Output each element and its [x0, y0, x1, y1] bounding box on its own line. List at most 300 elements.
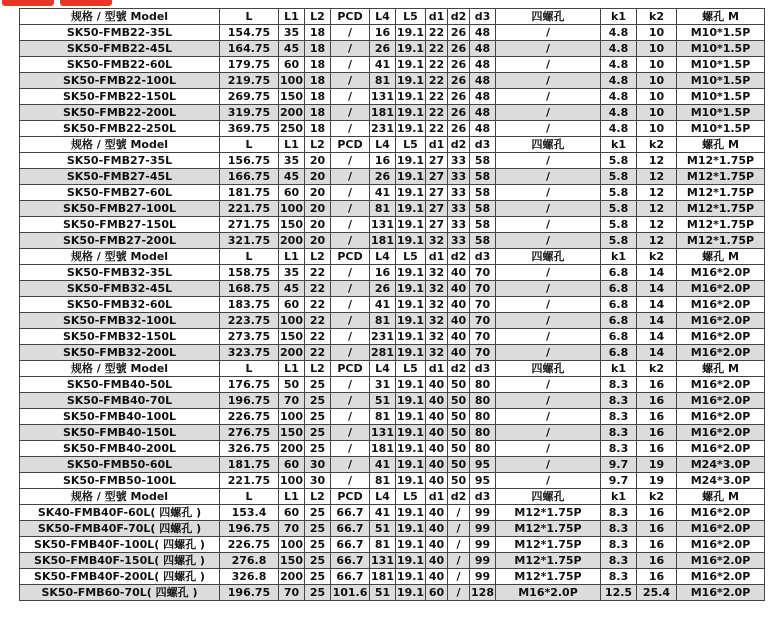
value-cell: 26: [448, 57, 470, 73]
value-cell: 22: [426, 25, 448, 41]
column-header: k1: [601, 361, 637, 377]
value-cell: 19.1: [396, 474, 425, 487]
value-cell: 66.7: [331, 505, 370, 521]
value-cell: 40: [426, 425, 448, 441]
value-cell: 30: [305, 473, 331, 489]
value-cell: /: [331, 265, 370, 281]
value-cell: 40: [426, 441, 448, 457]
column-header: 规格 / 型號 Model: [20, 489, 220, 505]
column-header: PCD: [331, 9, 370, 25]
column-header: d2: [448, 489, 470, 505]
value-cell: 16: [637, 537, 677, 553]
value-cell: 32: [426, 345, 448, 361]
value-cell: 33: [448, 153, 470, 169]
table-header-row: [20, 249, 765, 265]
value-cell: M16*2.0P: [496, 585, 601, 601]
column-header: L2: [305, 489, 331, 505]
column-header: 四螺孔: [496, 249, 601, 265]
value-cell: 16: [370, 265, 396, 281]
value-cell: 10: [637, 41, 677, 57]
value-cell: 131: [371, 426, 394, 439]
model-cell: SK50-FMB40-200L: [20, 441, 220, 457]
column-header: L1: [279, 9, 305, 25]
value-cell: 8.3: [601, 409, 637, 425]
value-cell: 41: [370, 185, 396, 201]
value-cell: 16: [637, 393, 677, 409]
value-cell: /: [331, 425, 370, 441]
value-cell: 31: [370, 377, 396, 393]
table-row: [20, 153, 765, 169]
model-cell: SK50-FMB40F-100L( 四螺孔 ): [20, 537, 220, 553]
value-cell: 10: [637, 89, 677, 105]
value-cell: 12.5: [601, 585, 637, 601]
value-cell: 60: [279, 57, 305, 73]
value-cell: 181: [371, 570, 394, 583]
value-cell: 27: [426, 217, 448, 233]
model-cell: SK50-FMB32-150L: [20, 329, 220, 345]
value-cell: 19.1: [396, 378, 425, 391]
column-header: PCD: [331, 361, 370, 377]
value-cell: 35: [279, 25, 305, 41]
value-cell: /: [496, 425, 601, 441]
value-cell: 196.75: [220, 393, 279, 409]
value-cell: 48: [470, 25, 496, 41]
value-cell: 8.3: [601, 425, 637, 441]
value-cell: 70: [279, 585, 305, 601]
value-cell: 16: [370, 153, 396, 169]
value-cell: 131: [371, 90, 394, 103]
value-cell: M10*1.5P: [677, 105, 765, 121]
value-cell: /: [496, 57, 601, 73]
table-row: [20, 281, 765, 297]
value-cell: 14: [637, 265, 677, 281]
value-cell: 19.1: [396, 538, 425, 551]
value-cell: M16*2.0P: [677, 297, 765, 313]
column-header: k2: [637, 361, 677, 377]
table-row: [20, 41, 765, 57]
model-cell: SK50-FMB60-70L( 四螺孔 ): [20, 585, 220, 601]
table-header-row: [20, 361, 765, 377]
model-cell: SK50-FMB40F-200L( 四螺孔 ): [20, 569, 220, 585]
value-cell: /: [496, 25, 601, 41]
value-cell: 32: [426, 313, 448, 329]
value-cell: 326.75: [220, 441, 279, 457]
value-cell: 26: [370, 41, 396, 57]
value-cell: 200: [280, 234, 303, 247]
value-cell: 16: [637, 569, 677, 585]
value-cell: 231: [371, 330, 394, 343]
value-cell: /: [496, 153, 601, 169]
value-cell: 48: [470, 89, 496, 105]
value-cell: 168.75: [220, 281, 279, 297]
value-cell: 70: [470, 297, 496, 313]
value-cell: /: [496, 473, 601, 489]
value-cell: 269.75: [220, 89, 279, 105]
column-header: 螺孔 M: [677, 489, 765, 505]
value-cell: /: [331, 233, 370, 249]
column-header: d2: [448, 249, 470, 265]
value-cell: /: [496, 201, 601, 217]
value-cell: 19.1: [396, 26, 425, 39]
value-cell: 80: [470, 409, 496, 425]
column-header: k2: [637, 137, 677, 153]
value-cell: 181: [371, 442, 394, 455]
value-cell: 19.1: [396, 506, 425, 519]
value-cell: 5.8: [601, 201, 637, 217]
value-cell: M12*1.75P: [677, 217, 765, 233]
value-cell: 20: [305, 233, 331, 249]
table-row: [20, 409, 765, 425]
value-cell: 5.8: [601, 153, 637, 169]
value-cell: M10*1.5P: [677, 41, 765, 57]
value-cell: 181.75: [220, 457, 279, 473]
value-cell: /: [331, 121, 370, 137]
table-row: [20, 185, 765, 201]
value-cell: 12: [637, 153, 677, 169]
value-cell: 6.8: [601, 297, 637, 313]
value-cell: /: [331, 105, 370, 121]
model-cell: SK50-FMB22-250L: [20, 121, 220, 137]
model-cell: SK50-FMB27-200L: [20, 233, 220, 249]
value-cell: 18: [305, 89, 331, 105]
value-cell: 181.75: [220, 185, 279, 201]
value-cell: 25: [305, 393, 331, 409]
value-cell: 12: [637, 169, 677, 185]
value-cell: M10*1.5P: [677, 73, 765, 89]
value-cell: 19: [637, 473, 677, 489]
value-cell: 81: [370, 537, 396, 553]
value-cell: 40: [448, 313, 470, 329]
column-header: 规格 / 型號 Model: [20, 137, 220, 153]
value-cell: 326.8: [220, 569, 279, 585]
value-cell: 48: [470, 105, 496, 121]
value-cell: 369.75: [220, 121, 279, 137]
column-header: L5: [396, 9, 426, 25]
value-cell: 19.1: [396, 570, 425, 583]
value-cell: 319.75: [220, 105, 279, 121]
value-cell: 18: [305, 41, 331, 57]
value-cell: 19.1: [396, 442, 425, 455]
value-cell: 273.75: [220, 329, 279, 345]
column-header: L5: [396, 361, 426, 377]
value-cell: 10: [637, 57, 677, 73]
column-header: L2: [305, 361, 331, 377]
value-cell: 19.1: [396, 458, 425, 471]
table-header-row: [20, 489, 765, 505]
value-cell: 16: [637, 425, 677, 441]
value-cell: M16*2.0P: [677, 265, 765, 281]
value-cell: 18: [305, 105, 331, 121]
model-cell: SK50-FMB50-100L: [20, 473, 220, 489]
column-header: L1: [279, 249, 305, 265]
value-cell: 70: [470, 345, 496, 361]
value-cell: 70: [470, 281, 496, 297]
column-header: d1: [426, 249, 448, 265]
value-cell: 58: [470, 153, 496, 169]
table-row: [20, 505, 765, 521]
value-cell: /: [331, 57, 370, 73]
table-row: [20, 297, 765, 313]
value-cell: 80: [470, 425, 496, 441]
column-header: 四螺孔: [496, 137, 601, 153]
value-cell: 8.3: [601, 377, 637, 393]
value-cell: M10*1.5P: [677, 25, 765, 41]
model-cell: SK50-FMB32-100L: [20, 313, 220, 329]
value-cell: M16*2.0P: [677, 425, 765, 441]
value-cell: 19.1: [396, 122, 425, 135]
value-cell: M16*2.0P: [677, 409, 765, 425]
value-cell: /: [331, 217, 370, 233]
value-cell: 271.75: [220, 217, 279, 233]
value-cell: M16*2.0P: [677, 537, 765, 553]
value-cell: 25: [305, 537, 331, 553]
column-header: L4: [370, 9, 396, 25]
value-cell: 276.75: [220, 425, 279, 441]
spec-table: [19, 8, 765, 601]
value-cell: 60: [279, 505, 305, 521]
table-row: [20, 473, 765, 489]
value-cell: 19.1: [396, 426, 425, 439]
value-cell: /: [331, 345, 370, 361]
value-cell: 66.7: [331, 569, 370, 585]
table-row: [20, 201, 765, 217]
value-cell: 51: [370, 393, 396, 409]
value-cell: 181: [371, 234, 394, 247]
value-cell: 219.75: [220, 73, 279, 89]
value-cell: 41: [370, 297, 396, 313]
model-cell: SK50-FMB40F-150L( 四螺孔 ): [20, 553, 220, 569]
value-cell: M24*3.0P: [677, 473, 765, 489]
column-header: PCD: [331, 489, 370, 505]
value-cell: 22: [305, 313, 331, 329]
value-cell: 153.4: [220, 505, 279, 521]
value-cell: 40: [426, 537, 448, 553]
top-strip: [0, 0, 771, 8]
value-cell: 25: [305, 441, 331, 457]
value-cell: 8.3: [601, 569, 637, 585]
value-cell: 40: [426, 553, 448, 569]
table-header-row: [20, 9, 765, 25]
column-header: d2: [448, 9, 470, 25]
value-cell: 66.7: [331, 553, 370, 569]
value-cell: 20: [305, 217, 331, 233]
value-cell: 33: [448, 185, 470, 201]
value-cell: 100: [280, 74, 303, 87]
value-cell: 40: [448, 329, 470, 345]
value-cell: 40: [426, 473, 448, 489]
value-cell: /: [496, 265, 601, 281]
value-cell: 16: [370, 25, 396, 41]
value-cell: 19.1: [396, 106, 425, 119]
value-cell: M10*1.5P: [677, 121, 765, 137]
value-cell: 20: [305, 185, 331, 201]
value-cell: /: [331, 457, 370, 473]
value-cell: M16*2.0P: [677, 393, 765, 409]
table-row: [20, 217, 765, 233]
value-cell: 100: [280, 538, 303, 551]
value-cell: 81: [370, 201, 396, 217]
column-header: d1: [426, 361, 448, 377]
value-cell: M12*1.75P: [677, 201, 765, 217]
value-cell: M16*2.0P: [677, 441, 765, 457]
value-cell: 81: [370, 313, 396, 329]
value-cell: 14: [637, 345, 677, 361]
value-cell: /: [496, 41, 601, 57]
model-cell: SK40-FMB40F-60L( 四螺孔 ): [20, 505, 220, 521]
value-cell: 4.8: [601, 121, 637, 137]
value-cell: 60: [279, 185, 305, 201]
value-cell: 131: [371, 554, 394, 567]
value-cell: M12*1.75P: [677, 233, 765, 249]
value-cell: 99: [470, 521, 496, 537]
value-cell: 26: [448, 105, 470, 121]
value-cell: 26: [448, 41, 470, 57]
table-row: [20, 265, 765, 281]
column-header: L: [220, 489, 279, 505]
value-cell: /: [496, 457, 601, 473]
value-cell: 9.7: [601, 473, 637, 489]
model-cell: SK50-FMB40-50L: [20, 377, 220, 393]
value-cell: 41: [370, 57, 396, 73]
value-cell: 19.1: [396, 298, 425, 311]
value-cell: 221.75: [220, 201, 279, 217]
value-cell: 150: [280, 426, 303, 439]
value-cell: 22: [426, 73, 448, 89]
table-row: [20, 329, 765, 345]
model-cell: SK50-FMB32-35L: [20, 265, 220, 281]
value-cell: /: [448, 521, 470, 537]
value-cell: 58: [470, 201, 496, 217]
value-cell: M10*1.5P: [677, 89, 765, 105]
value-cell: /: [331, 153, 370, 169]
value-cell: 33: [448, 217, 470, 233]
table-row: [20, 425, 765, 441]
column-header: 四螺孔: [496, 489, 601, 505]
value-cell: 27: [426, 185, 448, 201]
value-cell: 10: [637, 73, 677, 89]
value-cell: 81: [370, 73, 396, 89]
value-cell: /: [331, 185, 370, 201]
value-cell: 66.7: [331, 521, 370, 537]
value-cell: /: [448, 585, 470, 601]
value-cell: 22: [305, 265, 331, 281]
value-cell: 154.75: [220, 25, 279, 41]
column-header: 四螺孔: [496, 361, 601, 377]
value-cell: M16*2.0P: [677, 329, 765, 345]
value-cell: 26: [448, 25, 470, 41]
value-cell: 200: [280, 346, 303, 359]
table-row: [20, 585, 765, 601]
value-cell: 196.75: [220, 521, 279, 537]
value-cell: 19.1: [396, 394, 425, 407]
column-header: k2: [637, 9, 677, 25]
value-cell: 19.1: [396, 330, 425, 343]
value-cell: 19.1: [396, 170, 425, 183]
value-cell: 5.8: [601, 185, 637, 201]
value-cell: 150: [280, 554, 303, 567]
value-cell: 18: [305, 73, 331, 89]
column-header: L2: [305, 249, 331, 265]
value-cell: 101.6: [331, 585, 370, 601]
value-cell: /: [331, 393, 370, 409]
value-cell: 35: [279, 153, 305, 169]
column-header: 四螺孔: [496, 9, 601, 25]
value-cell: 19.1: [396, 186, 425, 199]
value-cell: 19: [637, 457, 677, 473]
value-cell: /: [496, 297, 601, 313]
value-cell: 32: [426, 233, 448, 249]
column-header: d2: [448, 137, 470, 153]
value-cell: 60: [426, 585, 448, 601]
model-cell: SK50-FMB22-60L: [20, 57, 220, 73]
table-row: [20, 313, 765, 329]
value-cell: 6.8: [601, 345, 637, 361]
column-header: L4: [370, 249, 396, 265]
model-cell: SK50-FMB22-100L: [20, 73, 220, 89]
table-row: [20, 169, 765, 185]
column-header: L2: [305, 137, 331, 153]
model-cell: SK50-FMB27-100L: [20, 201, 220, 217]
value-cell: 25: [305, 553, 331, 569]
model-cell: SK50-FMB40-100L: [20, 409, 220, 425]
value-cell: M12*1.75P: [677, 153, 765, 169]
top-tab-2: [60, 0, 112, 6]
table-row: [20, 377, 765, 393]
value-cell: 128: [471, 586, 494, 599]
model-cell: SK50-FMB32-60L: [20, 297, 220, 313]
value-cell: 40: [448, 297, 470, 313]
column-header: L: [220, 9, 279, 25]
value-cell: 226.75: [220, 537, 279, 553]
column-header: L: [220, 361, 279, 377]
value-cell: 10: [637, 121, 677, 137]
value-cell: 35: [279, 265, 305, 281]
table-row: [20, 89, 765, 105]
value-cell: 25: [305, 377, 331, 393]
value-cell: 80: [470, 441, 496, 457]
value-cell: /: [331, 201, 370, 217]
value-cell: 164.75: [220, 41, 279, 57]
value-cell: 323.75: [220, 345, 279, 361]
value-cell: /: [496, 233, 601, 249]
value-cell: 10: [637, 25, 677, 41]
model-cell: SK50-FMB40-70L: [20, 393, 220, 409]
value-cell: 6.8: [601, 265, 637, 281]
value-cell: 221.75: [220, 473, 279, 489]
top-tab-1: [2, 0, 54, 6]
column-header: d1: [426, 489, 448, 505]
value-cell: M16*2.0P: [677, 585, 765, 601]
value-cell: 14: [637, 297, 677, 313]
value-cell: /: [331, 169, 370, 185]
column-header: k1: [601, 249, 637, 265]
value-cell: 14: [637, 329, 677, 345]
value-cell: 60: [279, 297, 305, 313]
table-row: [20, 441, 765, 457]
model-cell: SK50-FMB27-35L: [20, 153, 220, 169]
value-cell: 30: [305, 457, 331, 473]
value-cell: 81: [370, 409, 396, 425]
spec-table-body: [20, 9, 765, 601]
value-cell: /: [496, 121, 601, 137]
value-cell: 16: [637, 377, 677, 393]
value-cell: 25: [305, 585, 331, 601]
value-cell: /: [496, 185, 601, 201]
column-header: 规格 / 型號 Model: [20, 249, 220, 265]
value-cell: /: [331, 281, 370, 297]
value-cell: /: [496, 105, 601, 121]
value-cell: /: [331, 25, 370, 41]
